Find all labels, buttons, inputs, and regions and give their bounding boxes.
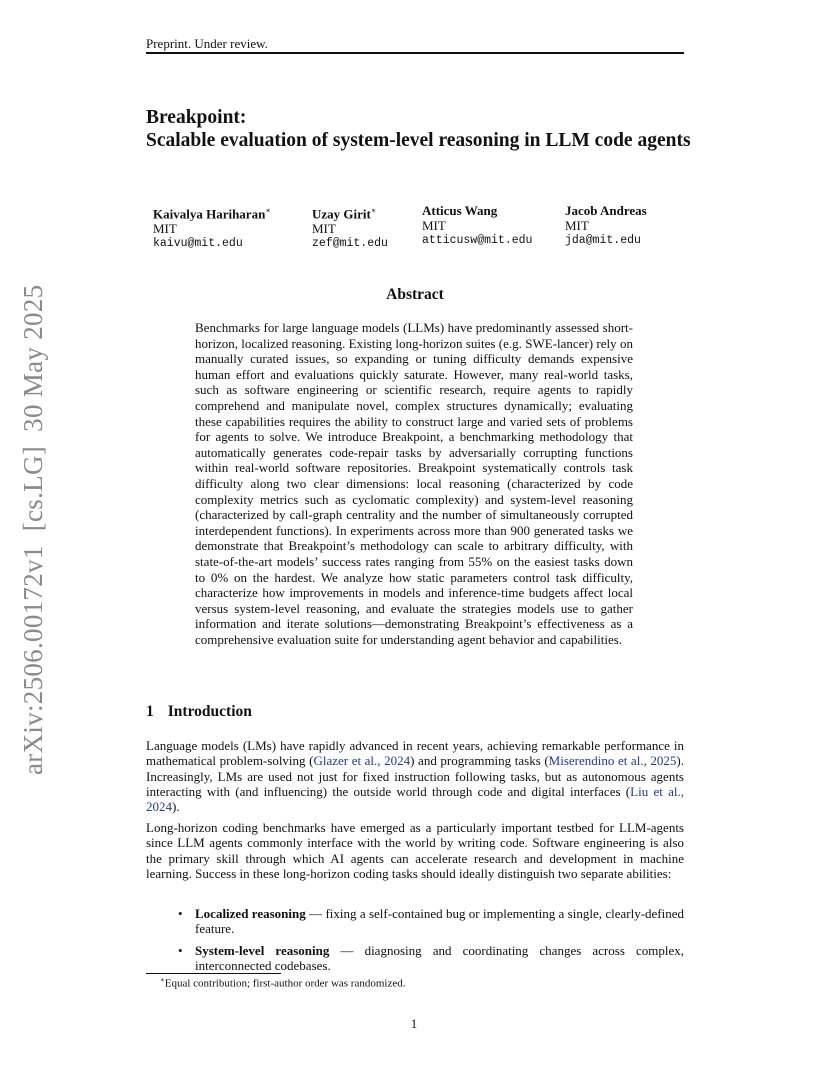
intro-paragraph-1 [146, 738, 684, 814]
author-block-3 [422, 203, 532, 248]
author-name: Uzay Girit [312, 206, 371, 222]
section-heading [146, 703, 252, 721]
paragraph-text: ). [172, 799, 180, 815]
page-number: 1 [410, 1016, 418, 1031]
author-name: Atticus Wang [422, 203, 498, 218]
author-block-1 [153, 203, 271, 251]
bullet-text: — fixing a self-contained bug or implementing a single, clearly-defined feature. [195, 906, 684, 937]
author-affiliation: MIT [153, 221, 177, 237]
author-email[interactable]: atticusw@mit.edu [422, 234, 533, 247]
paragraph-text: ) and programming tasks ( [410, 753, 549, 769]
bullet-icon: • [178, 942, 183, 958]
bullet-list [178, 906, 684, 979]
title-line-2: Scalable evaluation of system-level reasoning in LLM code agents [146, 130, 691, 151]
citation-link[interactable]: Glazer et al., 2024 [313, 753, 411, 769]
list-item [178, 943, 684, 974]
author-affiliation: MIT [312, 221, 336, 237]
abstract-heading: Abstract [386, 286, 444, 303]
abstract-body: Benchmarks for large language models (LLMs) have predominantly assessed short-horizon, localized reasoning. Existing long-horizon suites (e.g. SWE-lancer) rely on manually curated issues, so expanding or tuning difficulty demands expensive human effort and evaluations quickly saturate. However, many real-world tasks, such as software engineering or scientific research, require agents to rapidly comprehend and manipulate novel, complex structures dynamically; evaluating these capabilities requires the ability to construct large and varied sets of problems for agents to solve. We introduce Breakpoint, a benchmarking methodology that automatically generates code-repair tasks by adversarially corrupting functions within real-world software repositories. Breakpoint systematically controls task difficulty along two clear dimensions: local reasoning (characterized by code complexity metrics such as cyclomatic complexity) and system-level reasoning (characterized by call-graph centrality and the number of simultaneously corrupted interdependent functions). In experiments across more than 900 generated tasks we demonstrate that Breakpoint’s methodology can scale to arbitrary difficulty, with state-of-the-art models’ success rates ranging from 55% on the easiest tasks down to 0% on the hardest. We analyze how static parameters control task difficulty, characterize how improvements in models and inference-time budgets affect local versus system-level reasoning, and evaluate the strategies models use to gather information and iterate solutions—demonstrating Breakpoint’s effectiveness as a comprehensive evaluation suite for understanding agent behavior and capabilities. [195, 320, 633, 647]
section-number: 1 [146, 703, 154, 720]
author-block-2 [312, 203, 388, 251]
citation-link[interactable]: Liu et al., 2024 [146, 783, 684, 815]
paragraph-text: Language models (LMs) have rapidly advanced in recent years, achieving remarkable performance in mathematical problem-solving ( [146, 738, 684, 769]
title-line-1: Breakpoint: [146, 107, 247, 128]
author-block-4 [565, 203, 647, 248]
author-email[interactable]: kaivu@mit.edu [153, 237, 243, 251]
footnote-text: Equal contribution; first-author order was randomized. [164, 977, 406, 990]
paper-title [146, 106, 706, 152]
author-mark: ∗ [370, 206, 377, 215]
bullet-term: Localized reasoning [195, 906, 306, 921]
author-affiliation: MIT [422, 218, 446, 233]
author-name: Kaivalya Hariharan [153, 206, 266, 222]
header-rule [146, 52, 684, 54]
citation-link[interactable]: Miserendino et al., 2025 [548, 753, 677, 769]
intro-paragraph-2: Long-horizon coding benchmarks have emerged as a particularly important testbed for LLM-agents since LLM agents commonly interface with the world by writing code. Software engineering is also the primary skill through which AI agents can accelerate research and development in machine learning. Success in these long-horizon coding tasks should ideally distinguish two separate abilities: [146, 820, 684, 881]
footnote-mark: ∗ [160, 976, 165, 984]
bullet-text: — diagnosing and coordinating changes across complex, interconnected codebases. [195, 942, 684, 973]
author-mark: ∗ [265, 206, 271, 215]
footnote [160, 976, 405, 990]
author-email[interactable]: jda@mit.edu [565, 234, 641, 247]
author-affiliation: MIT [565, 218, 589, 233]
bullet-icon: • [178, 906, 183, 921]
running-header: Preprint. Under review. [146, 36, 268, 51]
footnote-rule [146, 973, 281, 974]
author-name: Jacob Andreas [565, 203, 647, 218]
bullet-term: System-level reasoning [195, 942, 330, 958]
paragraph-text: ). Increasingly, LMs are used not just for fixed instruction following tasks, but as autonomous agents interacting with (and influencing) the outside world through code and digital interfaces ( [146, 753, 684, 799]
arxiv-identifier[interactable]: arXiv:2506.00172v1 [cs.LG] 30 May 2025 [18, 284, 48, 775]
list-item [178, 906, 684, 937]
author-email[interactable]: zef@mit.edu [312, 237, 388, 251]
section-title: Introduction [167, 703, 252, 720]
